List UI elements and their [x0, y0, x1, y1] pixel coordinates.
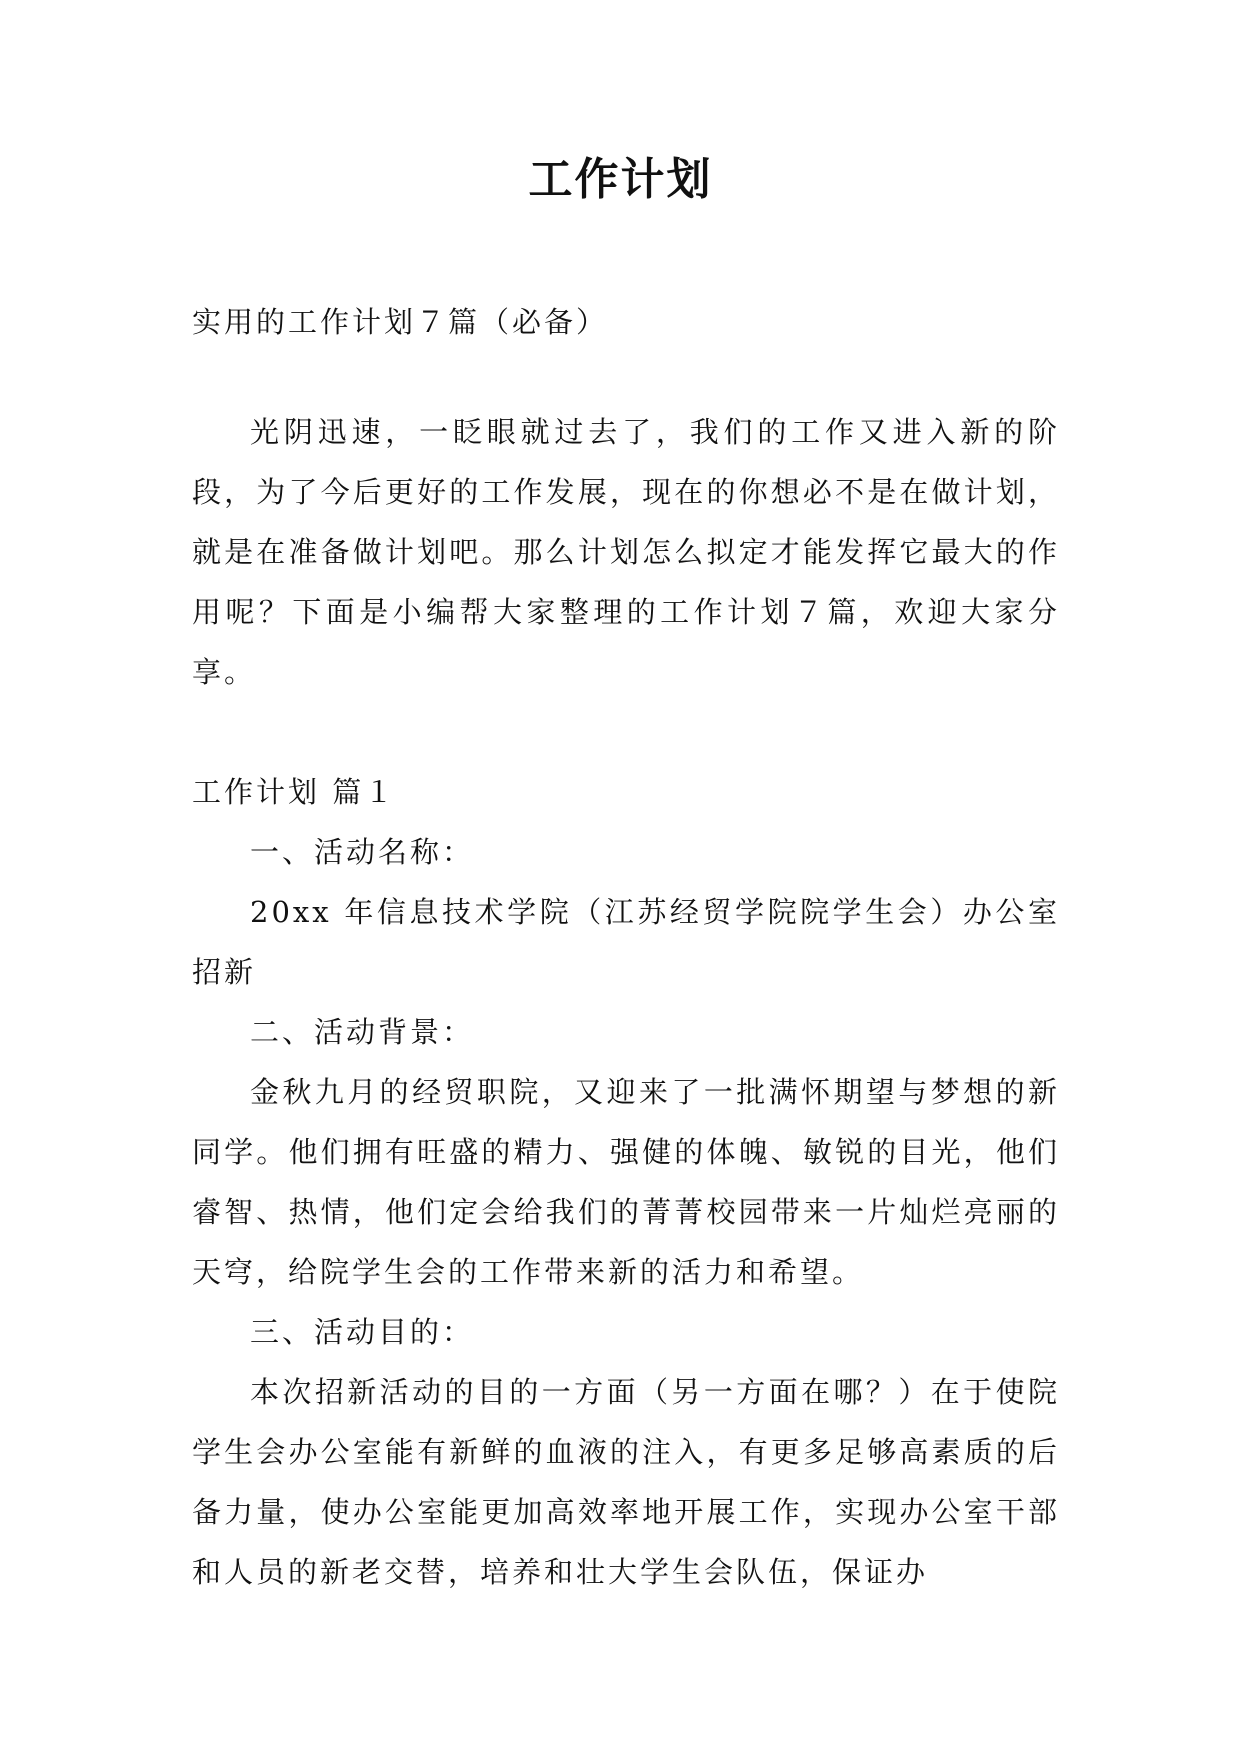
item-2-heading: 二、活动背景：: [250, 1015, 475, 1049]
item-3-heading: 三、活动目的：: [250, 1315, 475, 1349]
document-subtitle: 实用的工作计划７篇（必备）: [192, 305, 609, 339]
item-1-heading: 一、活动名称：: [250, 835, 475, 869]
section-heading: 工作计划 篇１: [192, 775, 397, 809]
intro-paragraph: 光阴迅速，一眨眼就过去了，我们的工作又进入新的阶段，为了今后更好的工作发展，现在的你想必不是在做计划，就是在准备做计划吧。那么计划怎么拟定才能发挥它最大的作用呢？下面是小编帮大家整理的工作计划７篇，欢迎大家分享。: [192, 415, 1060, 689]
paragraph-spacer: [192, 702, 1060, 762]
item-1-text: 20xx 年信息技术学院（江苏经贸学院院学生会）办公室招新: [192, 895, 1060, 989]
document-title: 工作计划: [528, 154, 713, 205]
item-2-text: 金秋九月的经贸职院，又迎来了一批满怀期望与梦想的新同学。他们拥有旺盛的精力、强健的体魄、敏锐的目光，他们睿智、热情，他们定会给我们的菁菁校园带来一片灿烂亮丽的天穹，给院学生会的工作带来新的活力和希望。: [192, 1075, 1060, 1289]
document-content: [192, 402, 1060, 1602]
item-3-text: 本次招新活动的目的一方面（另一方面在哪？）在于使院学生会办公室能有新鲜的血液的注入，有更多足够高素质的后备力量，使办公室能更加高效率地开展工作，实现办公室干部和人员的新老交替，培养和壮大学生会队伍，保证办: [192, 1375, 1060, 1589]
